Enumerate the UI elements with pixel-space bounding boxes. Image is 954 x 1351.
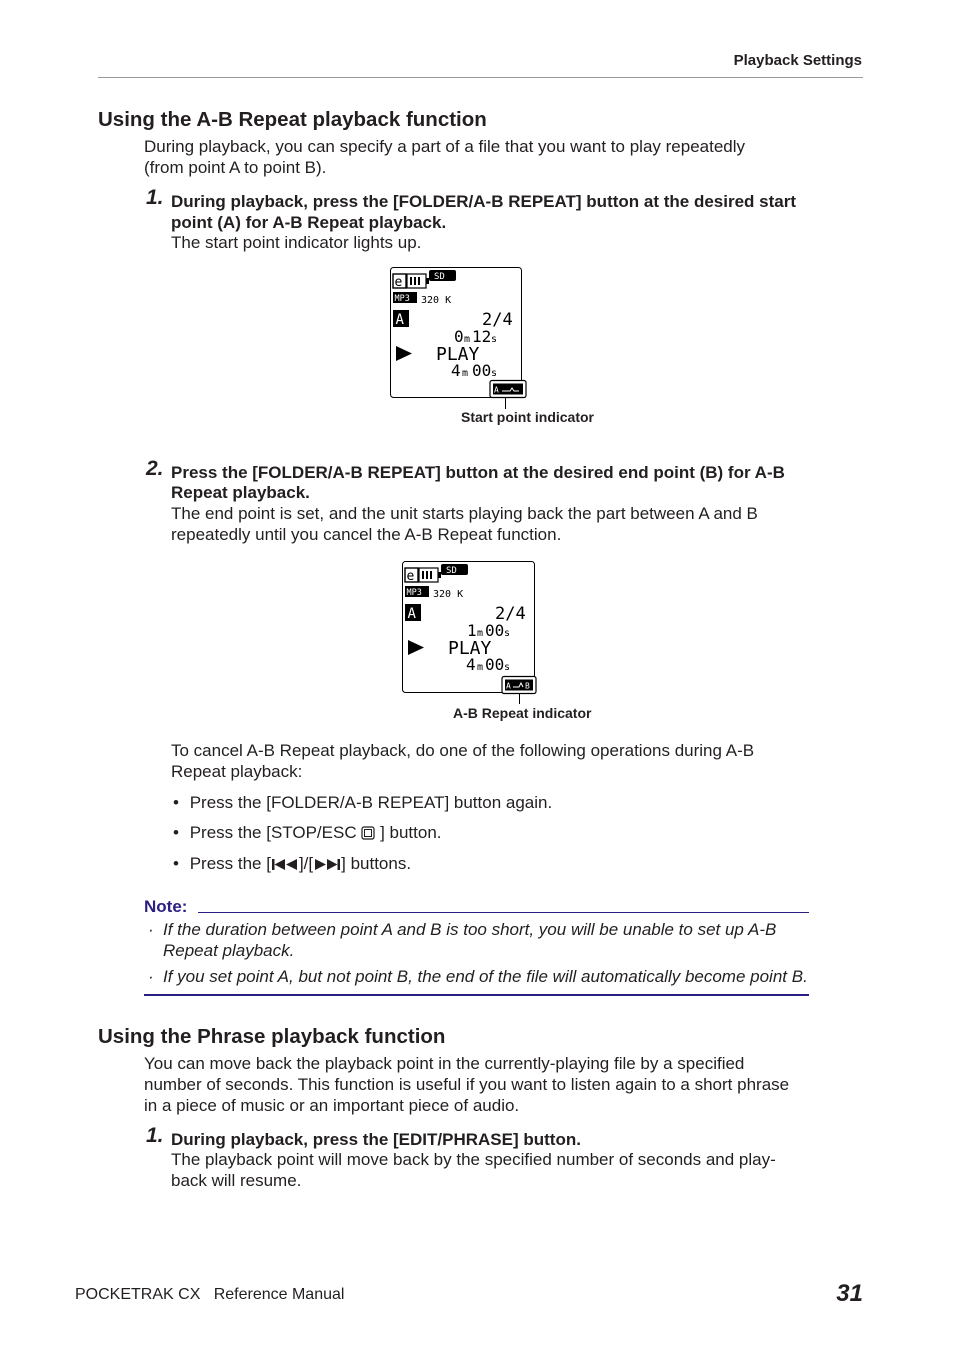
note-item-1-line-2: Repeat playback.: [163, 941, 295, 960]
codec-label: MP3: [406, 588, 422, 598]
sd-label: SD: [434, 272, 445, 282]
phrase-intro-line-3: in a piece of music or an important piece of audio.: [144, 1096, 520, 1115]
bullet-text-post: ] button.: [380, 823, 442, 842]
elapsed-minutes: 0: [454, 327, 464, 346]
step-number: 2.: [146, 457, 164, 480]
page-number: 31: [836, 1280, 863, 1307]
phrase-intro-line-1: You can move back the playback point in the currently-playing file by a specified: [144, 1054, 745, 1073]
bullet-marker: •: [173, 793, 179, 812]
cancel-intro-line-1: To cancel A-B Repeat playback, do one of the following operations during A-B: [171, 741, 755, 760]
step-title-line-2: Repeat playback.: [171, 483, 310, 502]
total-minutes-unit: m: [462, 368, 469, 379]
note-dot: ·: [148, 920, 154, 939]
elapsed-seconds-unit: s: [504, 628, 511, 639]
note-label: Note:: [144, 897, 188, 916]
stop-icon: [361, 826, 375, 840]
phrase-intro-line-2: number of seconds. This function is useful if you want to listen again to a short phrase: [144, 1075, 790, 1094]
skip-forward-icon: [313, 858, 341, 871]
ab-indicator-b-label: B: [525, 681, 530, 691]
play-status: PLAY: [448, 638, 492, 659]
bullet-item: [173, 822, 442, 843]
total-seconds: 00: [485, 655, 505, 674]
track-counter: 2/4: [482, 310, 513, 330]
start-point-indicator-label: A: [494, 385, 499, 395]
bullet-text-post: ] buttons.: [341, 854, 412, 873]
sd-label: SD: [446, 566, 457, 576]
phrase-section-heading: Using the Phrase playback function: [98, 1025, 446, 1048]
elapsed-minutes: 1: [467, 621, 477, 640]
step-title-line-1: During playback, press the [FOLDER/A-B REPEAT] button at the desired start: [171, 192, 796, 211]
step-number: 1.: [146, 1124, 164, 1147]
bitrate-label: 320 K: [433, 589, 464, 600]
bullet-marker: •: [173, 823, 179, 842]
bitrate-label: 320 K: [421, 295, 452, 306]
elapsed-seconds-unit: s: [491, 334, 498, 345]
start-point-caption: Start point indicator: [461, 409, 594, 425]
total-minutes: 4: [466, 655, 476, 674]
codec-label: MP3: [394, 294, 410, 304]
total-seconds-unit: s: [504, 662, 511, 673]
running-header: Playback Settings: [733, 52, 862, 69]
svg-text:e: e: [394, 275, 403, 290]
ab-section-heading: Using the A-B Repeat playback function: [98, 108, 487, 131]
cancel-intro-line-2: Repeat playback:: [171, 762, 303, 781]
elapsed-minutes-unit: m: [464, 334, 471, 345]
bullet-text-pre: Press the [: [189, 854, 271, 873]
step-description-line-2: back will resume.: [171, 1171, 302, 1190]
total-minutes: 4: [451, 361, 461, 380]
bullet-marker: •: [173, 854, 179, 873]
step-title: During playback, press the [EDIT/PHRASE] button.: [171, 1130, 581, 1149]
note-top-rule: [198, 912, 809, 913]
skip-back-icon: [271, 858, 299, 871]
svg-text:e: e: [406, 569, 415, 584]
ab-indicator-a-label: A: [506, 681, 511, 691]
play-status: PLAY: [436, 344, 480, 365]
step-title-line-2: point (A) for A-B Repeat playback.: [171, 213, 447, 232]
ab-intro-line-1: During playback, you can specify a part of a file that you want to play repeatedly: [144, 137, 746, 156]
footer-product: POCKETRAK CX Reference Manual: [75, 1286, 345, 1303]
total-seconds-unit: s: [491, 368, 498, 379]
step-description-line-2: repeatedly until you cancel the A-B Repeat function.: [171, 525, 562, 544]
bullet-text: Press the [FOLDER/A-B REPEAT] button again.: [189, 793, 553, 812]
step-title-line-1: Press the [FOLDER/A-B REPEAT] button at the desired end point (B) for A-B: [171, 463, 785, 482]
bullet-item: [173, 853, 411, 874]
total-minutes-unit: m: [477, 662, 484, 673]
total-seconds: 00: [472, 361, 492, 380]
ab-intro-line-2: (from point A to point B).: [144, 158, 327, 177]
elapsed-seconds: 00: [485, 621, 505, 640]
bullet-text-pre: Press the [STOP/ESC: [189, 823, 362, 842]
lcd-display-ab-repeat: [400, 559, 545, 705]
track-counter: 2/4: [495, 604, 526, 624]
note-dot: ·: [148, 967, 154, 986]
ab-repeat-caption: A-B Repeat indicator: [453, 705, 592, 721]
step-number: 1.: [146, 186, 164, 209]
marker-a-label: A: [395, 312, 404, 328]
note-item-2: If you set point A, but not point B, the end of the file will automatically become point B.: [163, 967, 808, 986]
note-bottom-rule: [144, 994, 809, 996]
elapsed-minutes-unit: m: [477, 628, 484, 639]
lcd-display-start-point: [388, 265, 533, 411]
header-rule: [98, 77, 863, 78]
step-description-line-1: The end point is set, and the unit starts playing back the part between A and B: [171, 504, 758, 523]
bullet-text-mid: ]/[: [298, 854, 314, 873]
step-description: The start point indicator lights up.: [171, 233, 422, 252]
elapsed-seconds: 12: [472, 327, 492, 346]
marker-a-label: A: [407, 606, 416, 622]
note-item-1-line-1: If the duration between point A and B is too short, you will be unable to set up A-B: [163, 920, 777, 939]
step-description-line-1: The playback point will move back by the specified number of seconds and play-: [171, 1150, 776, 1169]
bullet-item: [173, 792, 552, 813]
